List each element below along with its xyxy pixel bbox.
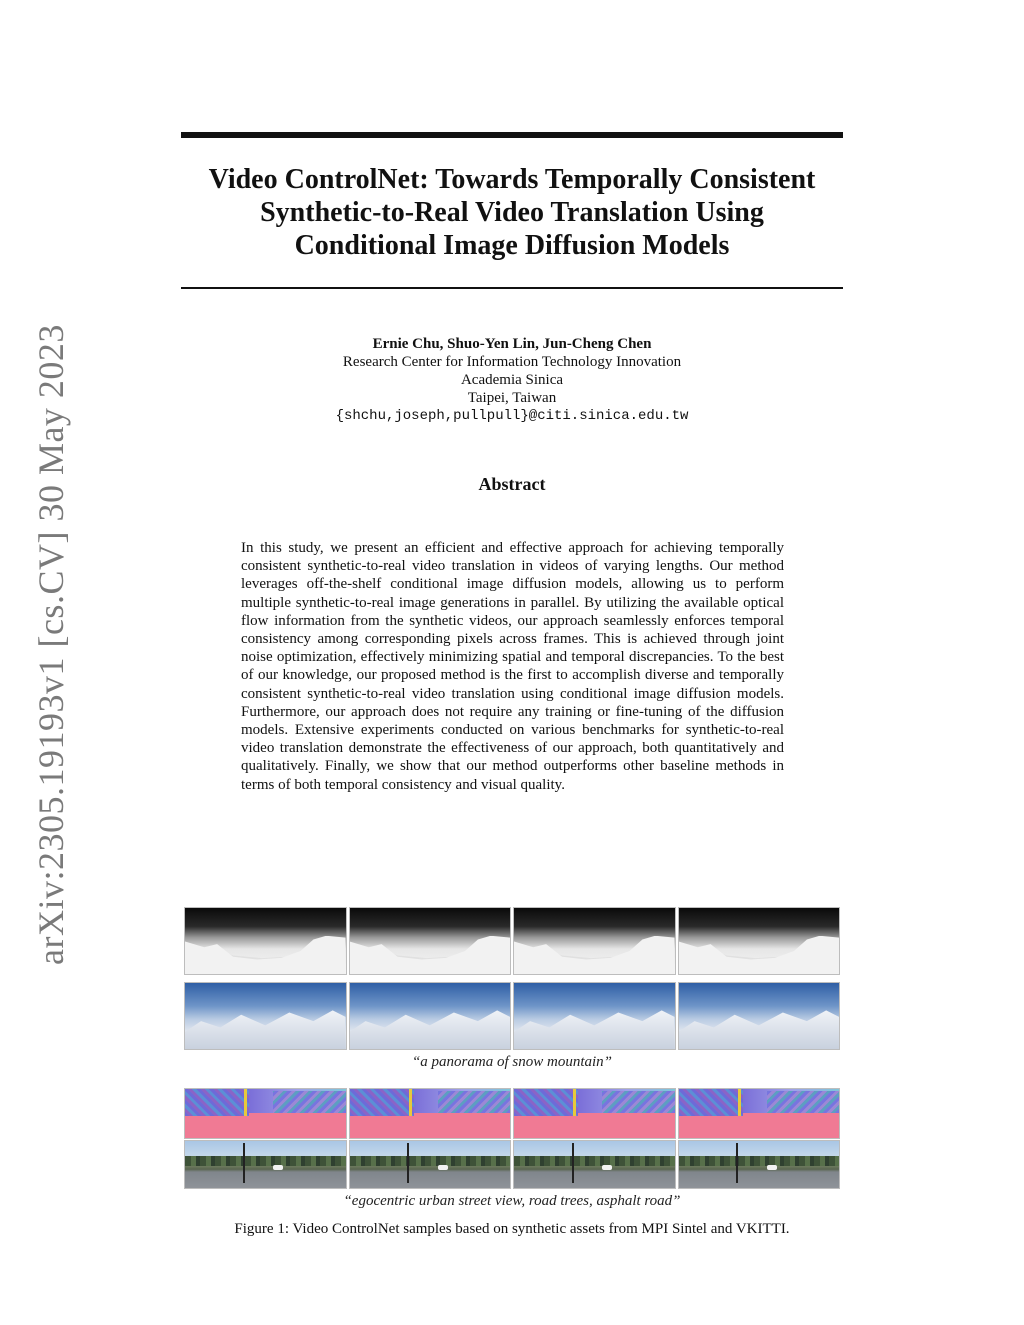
author-block [181, 335, 843, 425]
title-bottom-rule [181, 287, 843, 289]
snow-output-row [184, 982, 840, 1050]
segmentation-frame-image [349, 1088, 512, 1139]
street-view-frame-image [513, 1140, 676, 1189]
title-line-1: Video ControlNet: Towards Temporally Consistent [208, 164, 816, 195]
snow-mountain-frame-image [678, 982, 841, 1050]
snow-depth-row [184, 907, 840, 975]
depth-frame-image [678, 907, 841, 975]
segmentation-frame-image [184, 1088, 347, 1139]
paper-title [181, 163, 843, 262]
title-top-rule [181, 132, 843, 138]
segmentation-frame-image [678, 1088, 841, 1139]
segmentation-frame-image [513, 1088, 676, 1139]
author-email: {shchu,joseph,pullpull}@citi.sinica.edu.tw [335, 408, 689, 424]
snow-mountain-frame-image [349, 982, 512, 1050]
depth-frame-image [513, 907, 676, 975]
street-view-frame-image [678, 1140, 841, 1189]
title-line-3: Conditional Image Diffusion Models [294, 230, 730, 261]
street-view-frame-image [184, 1140, 347, 1189]
affiliation-line-2: Academia Sinica [460, 372, 564, 388]
depth-frame-image [349, 907, 512, 975]
snow-mountain-frame-image [184, 982, 347, 1050]
street-prompt-caption: “egocentric urban street view, road trees, asphalt road” [343, 1193, 681, 1209]
abstract-text: In this study, we present an efficient and effective approach for achieving temporally consistent synthetic-to-real video translation in videos of varying lengths. Our method leverages off-the-shelf conditional image diffusion models, allowing us to perform multiple synthetic-to-real image generations in parallel. By utilizing the available optical flow information from the synthetic videos, our approach seamlessly enforces temporal consistency among corresponding pixels across frames. This is achieved through joint noise optimization, effectively minimizing spatial and temporal discrepancies. To the best of our knowledge, our proposed method is the first to accomplish diverse and temporally consistent synthetic-to-real video translation using conditional image diffusion models. Furthermore, our approach does not require any training or fine-tuning of the diffusion models. Extensive experiments conducted on various benchmarks for synthetic-to-real video translation demonstrate the effectiveness of our approach, both quantitatively and qualitatively. Finally, we show that our method outperforms other baseline methods in terms of both temporal consistency and visual quality. [241, 540, 784, 793]
affiliation-line-1: Research Center for Information Technology Innovation [342, 354, 682, 370]
street-view-frame-image [349, 1140, 512, 1189]
affiliation-line-3: Taipei, Taiwan [467, 390, 557, 406]
snow-prompt-caption: “a panorama of snow mountain” [411, 1054, 613, 1070]
depth-frame-image [184, 907, 347, 975]
figure-1-caption: Figure 1: Video ControlNet samples based on synthetic assets from MPI Sintel and VKITTI. [234, 1221, 790, 1237]
arxiv-identifier: arXiv:2305.19193v1 [cs.CV] 30 May 2023 [31, 324, 71, 965]
abstract-heading: Abstract [478, 474, 546, 494]
title-line-2: Synthetic-to-Real Video Translation Using [260, 197, 764, 228]
street-output-row [184, 1140, 840, 1189]
street-segmentation-row [184, 1088, 840, 1139]
snow-mountain-frame-image [513, 982, 676, 1050]
author-names: Ernie Chu, Shuo-Yen Lin, Jun-Cheng Chen [372, 336, 652, 352]
